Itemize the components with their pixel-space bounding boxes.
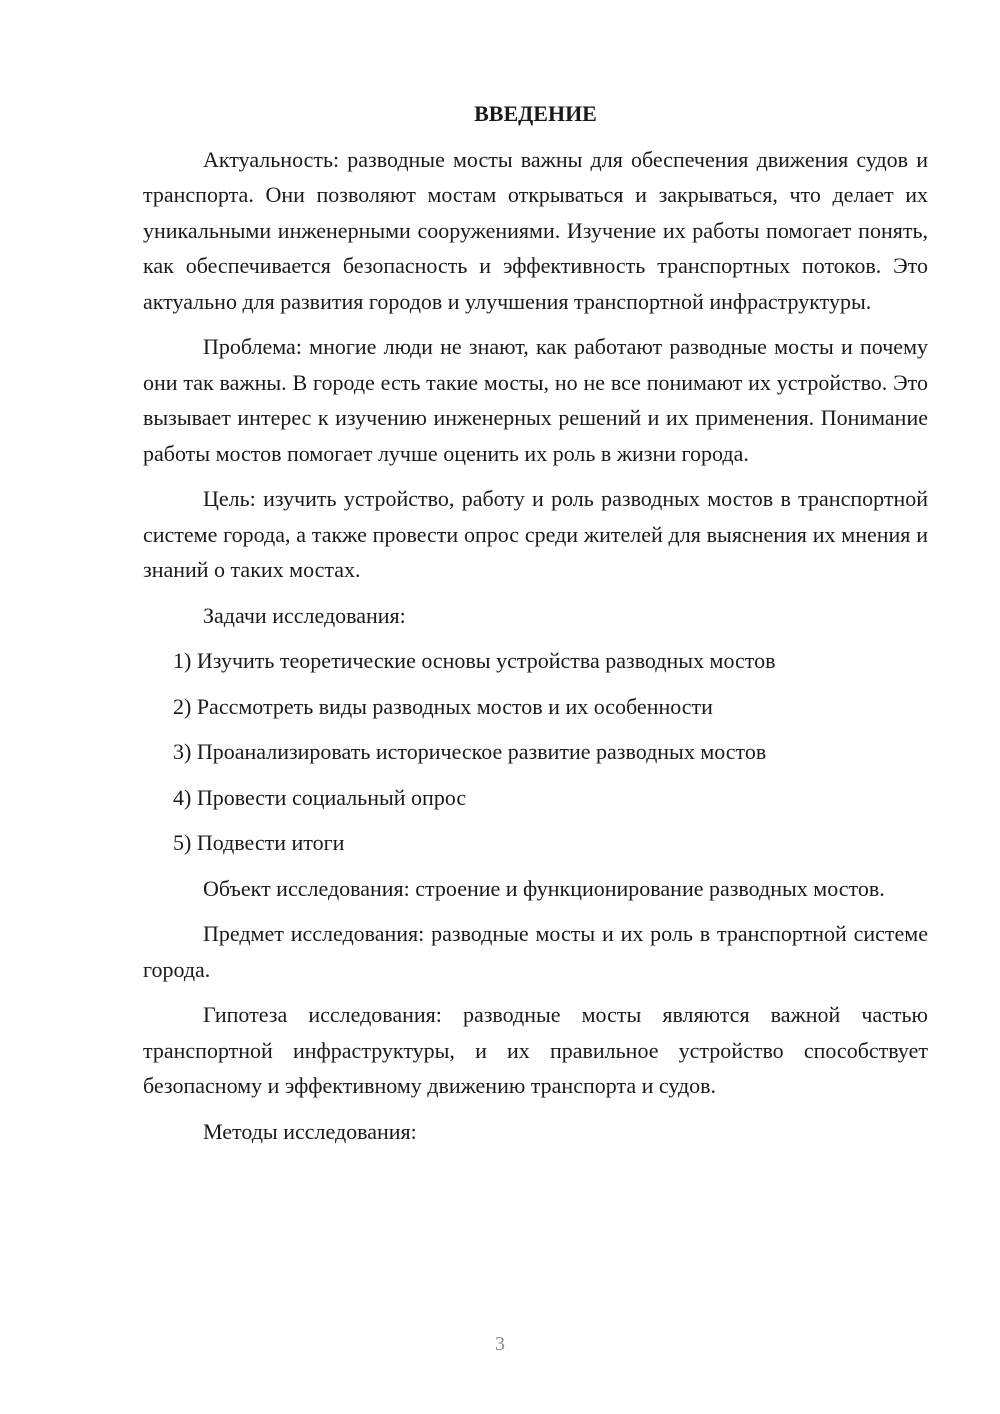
tasks-heading: Задачи исследования: <box>203 602 406 628</box>
list-item: 4) Провести социальный опрос <box>173 784 467 810</box>
page-content <box>143 96 928 1159</box>
tasks-list <box>143 643 928 861</box>
list-item: 3) Проанализировать историческое развитие разводных мостов <box>173 739 767 764</box>
methods-heading: Методы исследования: <box>203 1118 417 1144</box>
paragraph-problem: Проблема: многие люди не знают, как работают разводные мосты и почему они так важны. В городе есть такие мосты, но не все понимают их устройство. Это вызывает интерес к изучению инженерных решений и их применения. Понимание работы мостов помогает лучше оценить их роль в жизни города. <box>143 334 928 466</box>
list-item: 5) Подвести итоги <box>173 830 345 855</box>
paragraph-subject: Предмет исследования: разводные мосты и их роль в транспортной системе города. <box>143 921 928 982</box>
page-number: 3 <box>495 1333 505 1355</box>
list-item: 2) Рассмотреть виды разводных мостов и их особенности <box>173 693 713 719</box>
page-title: ВВЕДЕНИЕ <box>474 101 597 126</box>
paragraph-relevance: Актуальность: разводные мосты важны для обеспечения движения судов и транспорта. Они позволяют мостам открываться и закрываться, что делает их уникальными инженерными сооружениями. Изучение их работы помогает понять, как обеспечивается безопасность и эффективность транспортных потоков. Это актуально для развития городов и улучшения транспортной инфраструктуры. <box>143 146 928 314</box>
paragraph-goal: Цель: изучить устройство, работу и роль разводных мостов в транспортной системе города, а также провести опрос среди жителей для выяснения их мнения и знаний о таких мостах. <box>143 486 928 582</box>
paragraph-object: Объект исследования: строение и функционирование разводных мостов. <box>203 875 885 901</box>
paragraph-hypothesis: Гипотеза исследования: разводные мосты являются важной частью транспортной инфраструктуры, и их правильное устройство способствует безопасному и эффективному движению транспорта и судов. <box>143 1002 928 1098</box>
list-item: 1) Изучить теоретические основы устройства разводных мостов <box>173 648 776 673</box>
